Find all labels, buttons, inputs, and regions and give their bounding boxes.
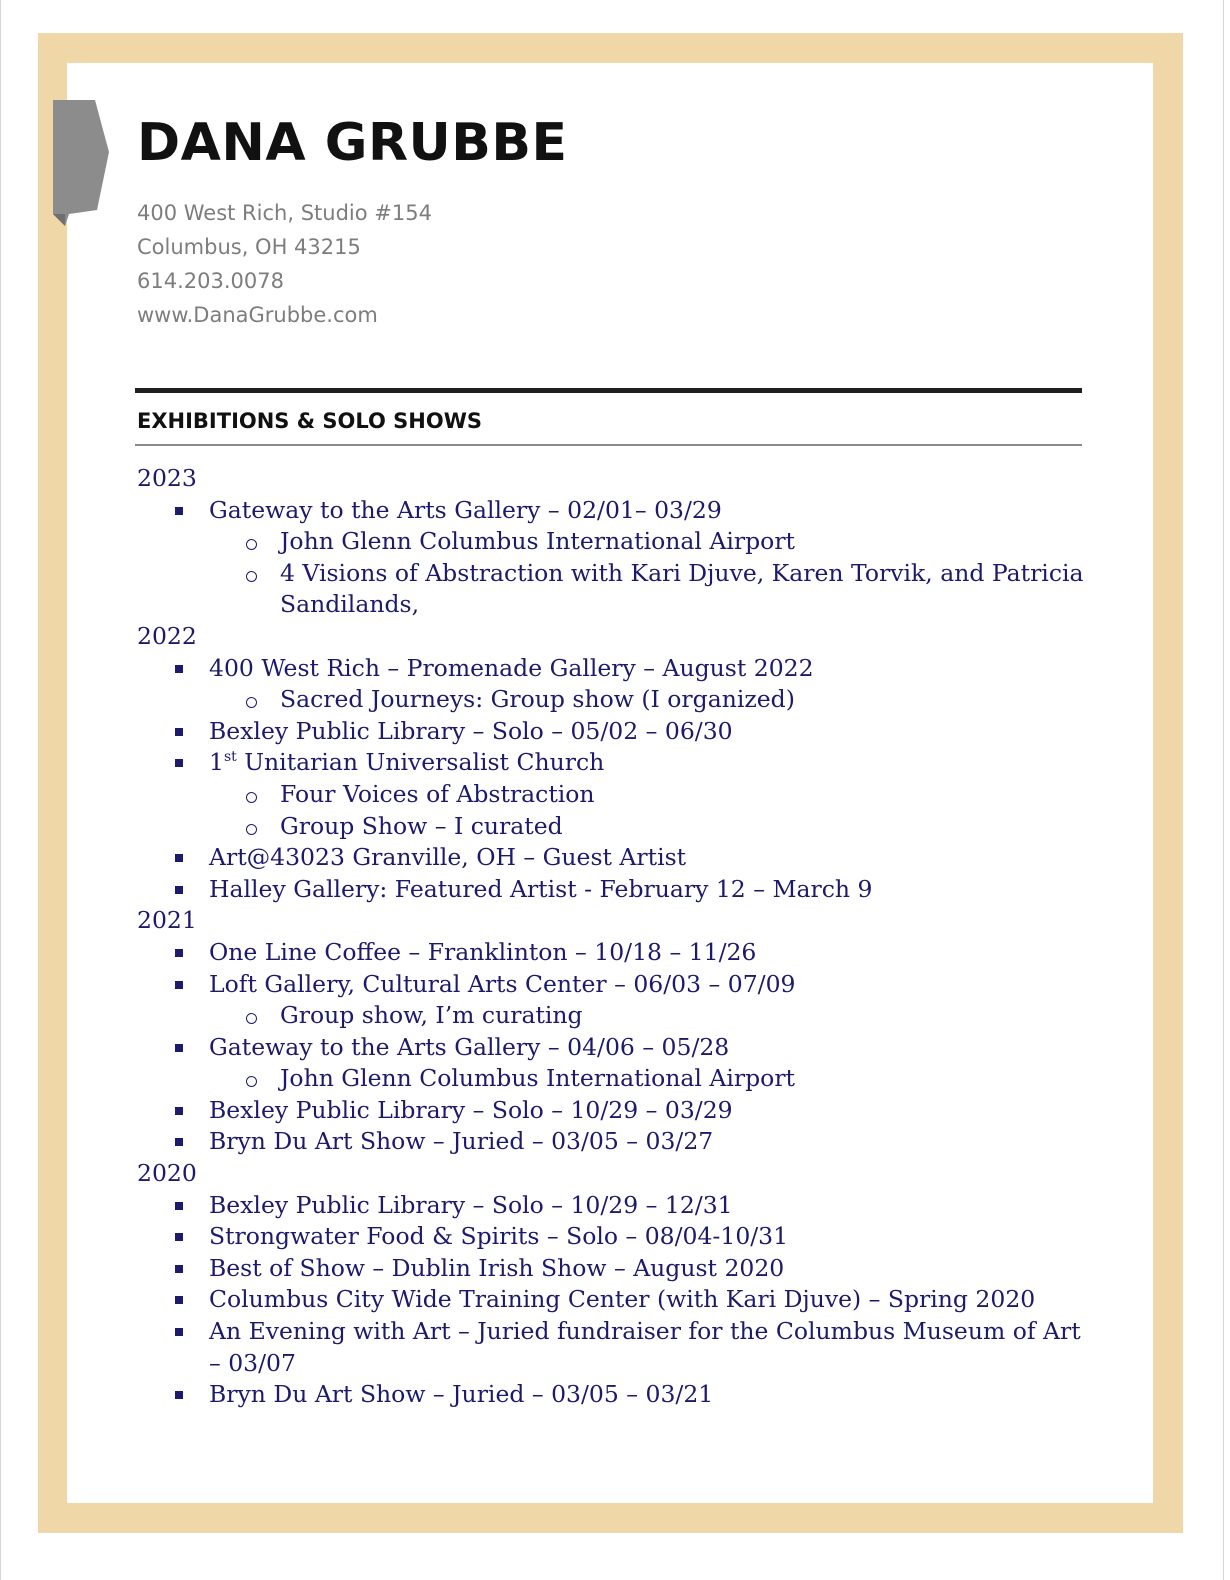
year-heading: 2021 <box>137 906 197 935</box>
header-divider <box>135 388 1082 393</box>
contact-address: 400 West Rich, Studio #154 <box>137 201 432 225</box>
circle-bullet-icon <box>246 1076 257 1087</box>
exhibition-subitem <box>137 1000 1087 1032</box>
square-bullet-icon <box>175 1328 183 1336</box>
exhibition-item <box>137 1316 1087 1379</box>
subitem-text: Group Show – I curated <box>280 811 563 840</box>
item-ordinal-suffix: st <box>223 749 237 766</box>
circle-bullet-icon <box>246 824 257 835</box>
subitem-text: John Glenn Columbus International Airport <box>280 527 795 556</box>
contact-block <box>137 196 432 332</box>
square-bullet-icon <box>175 1138 183 1146</box>
exhibition-item-text <box>209 937 1087 969</box>
year-heading: 2023 <box>137 464 197 492</box>
item-label: 400 West Rich – Promenade Gallery – August 2022 <box>209 653 814 682</box>
square-bullet-icon <box>175 1202 183 1210</box>
exhibition-item-text <box>209 716 1087 748</box>
item-label: Loft Gallery, Cultural Arts Center – 06/03 – 07/09 <box>209 969 796 998</box>
item-label: Gateway to the Arts Gallery – 04/06 – 05/28 <box>209 1032 730 1061</box>
exhibition-item-text <box>209 495 1087 527</box>
item-label: Columbus City Wide Training Center (with Kari Djuve) – Spring 2020 <box>209 1285 1036 1314</box>
square-bullet-icon <box>175 1391 183 1399</box>
exhibition-item <box>137 495 1087 527</box>
exhibition-item-text <box>209 1379 1087 1411</box>
exhibition-item <box>137 937 1087 969</box>
circle-bullet-icon <box>246 1013 257 1024</box>
square-bullet-icon <box>175 1233 183 1241</box>
exhibition-item-text <box>209 1316 1087 1379</box>
square-bullet-icon <box>175 759 183 767</box>
exhibition-item-text <box>209 1253 1087 1285</box>
square-bullet-icon <box>175 665 183 673</box>
item-label: Halley Gallery: Featured Artist - February 12 – March 9 <box>209 874 873 903</box>
exhibition-item <box>137 1126 1087 1158</box>
exhibition-subitem <box>137 811 1087 843</box>
section-title: EXHIBITIONS & SOLO SHOWS <box>137 409 482 433</box>
year-heading: 2022 <box>137 621 197 650</box>
circle-bullet-icon <box>246 539 257 550</box>
square-bullet-icon <box>175 854 183 862</box>
exhibition-subitem <box>137 1063 1087 1095</box>
item-label: Bexley Public Library – Solo – 10/29 – 03/29 <box>209 1095 733 1124</box>
square-bullet-icon <box>175 1044 183 1052</box>
exhibition-item <box>137 1253 1087 1285</box>
year-heading: 2020 <box>137 1159 197 1188</box>
square-bullet-icon <box>175 949 183 957</box>
item-label: Bryn Du Art Show – Juried – 03/05 – 03/27 <box>209 1127 714 1156</box>
circle-bullet-icon <box>246 571 257 582</box>
exhibition-item <box>137 716 1087 748</box>
exhibition-item-text <box>209 653 1087 685</box>
square-bullet-icon <box>175 886 183 894</box>
exhibition-list <box>137 463 1087 1411</box>
exhibition-item <box>137 1379 1087 1411</box>
exhibition-subitem <box>137 779 1087 811</box>
exhibition-item <box>137 653 1087 685</box>
exhibition-item <box>137 969 1087 1001</box>
item-label: Bryn Du Art Show – Juried – 03/05 – 03/21 <box>209 1380 714 1409</box>
header-tab-shape <box>53 100 109 226</box>
item-label: Strongwater Food & Spirits – Solo – 08/04-10/31 <box>209 1222 789 1251</box>
exhibition-item-text <box>209 969 1087 1001</box>
contact-website: www.DanaGrubbe.com <box>137 303 378 327</box>
artist-name: DANA GRUBBE <box>137 113 568 173</box>
exhibition-item-text <box>209 1190 1087 1222</box>
exhibition-item-text <box>209 1095 1087 1127</box>
exhibition-item-text <box>209 1221 1087 1253</box>
subitem-text: John Glenn Columbus International Airport <box>280 1064 795 1093</box>
exhibition-item <box>137 1221 1087 1253</box>
exhibition-item-text <box>209 1284 1087 1316</box>
exhibition-item <box>137 842 1087 874</box>
exhibition-item <box>137 747 1087 779</box>
subitem-text: Sacred Journeys: Group show (I organized) <box>280 685 795 714</box>
circle-bullet-icon <box>246 792 257 803</box>
item-label: Unitarian Universalist Church <box>236 748 605 777</box>
contact-city: Columbus, OH 43215 <box>137 235 361 259</box>
exhibition-subitem <box>137 558 1087 621</box>
exhibition-item-text <box>209 874 1087 906</box>
item-label: Bexley Public Library – Solo – 05/02 – 06/30 <box>209 716 733 745</box>
exhibition-item <box>137 1095 1087 1127</box>
square-bullet-icon <box>175 507 183 515</box>
square-bullet-icon <box>175 1296 183 1304</box>
square-bullet-icon <box>175 728 183 736</box>
square-bullet-icon <box>175 1265 183 1273</box>
circle-bullet-icon <box>246 697 257 708</box>
exhibition-item <box>137 1284 1087 1316</box>
subitem-text: Group show, I’m curating <box>280 1001 583 1030</box>
subitem-text: Four Voices of Abstraction <box>280 779 595 808</box>
item-label: One Line Coffee – Franklinton – 10/18 – 11/26 <box>209 937 757 966</box>
exhibition-item <box>137 874 1087 906</box>
exhibition-item <box>137 1032 1087 1064</box>
item-label: Art@43023 Granville, OH – Guest Artist <box>209 843 687 872</box>
exhibition-item <box>137 1190 1087 1222</box>
exhibition-item-text <box>209 842 1087 874</box>
square-bullet-icon <box>175 1107 183 1115</box>
exhibition-item-text <box>209 1126 1087 1158</box>
item-ordinal: 1 <box>209 748 224 777</box>
section-divider <box>135 444 1082 446</box>
item-label: Best of Show – Dublin Irish Show – August 2020 <box>209 1253 785 1282</box>
exhibition-subitem <box>137 526 1087 558</box>
item-label: Bexley Public Library – Solo – 10/29 – 12/31 <box>209 1190 733 1219</box>
item-label: Gateway to the Arts Gallery – 02/01– 03/29 <box>209 495 722 524</box>
contact-phone: 614.203.0078 <box>137 269 284 293</box>
square-bullet-icon <box>175 981 183 989</box>
item-label: An Evening with Art – Juried fundraiser for the Columbus Museum of Art – 03/07 <box>209 1317 1081 1377</box>
exhibition-item-text <box>209 1032 1087 1064</box>
subitem-text: 4 Visions of Abstraction with Kari Djuve, Karen Torvik, and Patricia Sandilands, <box>280 558 1084 619</box>
exhibition-subitem <box>137 684 1087 716</box>
exhibition-item-text <box>209 747 1087 779</box>
